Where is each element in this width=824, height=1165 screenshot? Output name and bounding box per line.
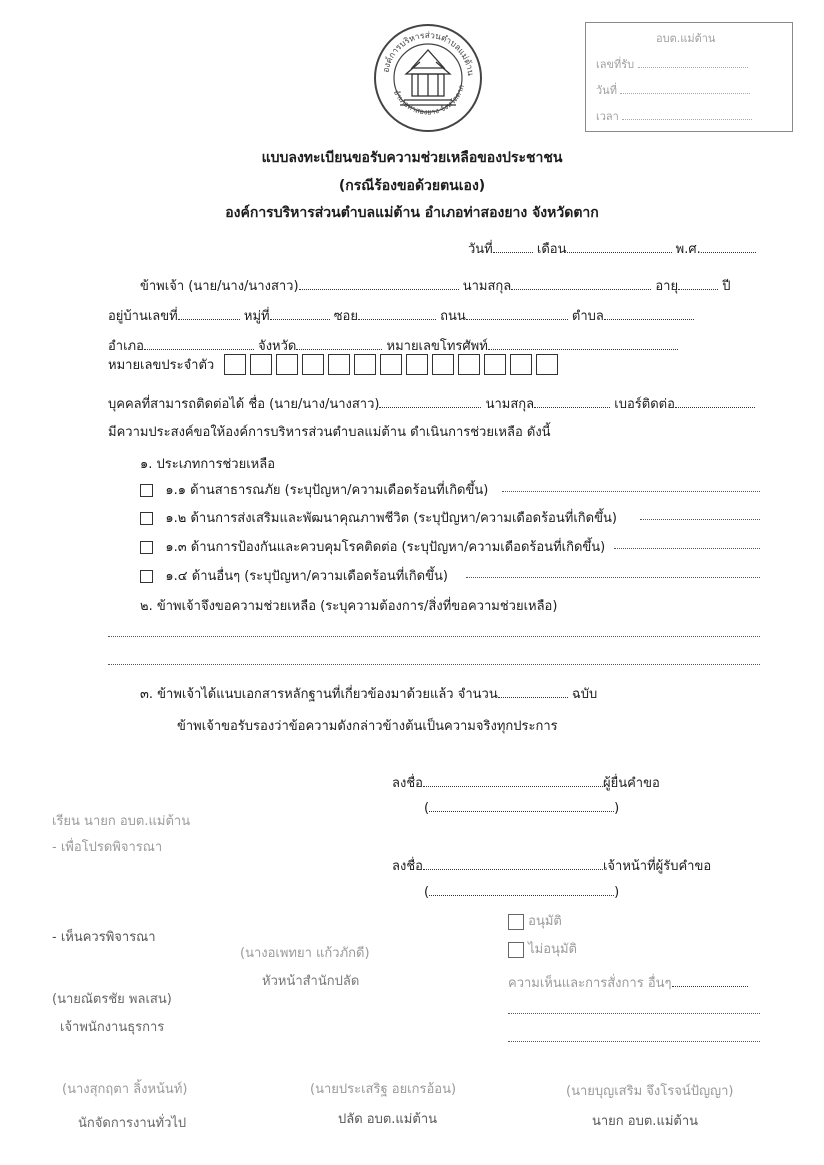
id-digit-box[interactable]	[380, 354, 402, 375]
clerk-title: หัวหน้าสำนักปลัด	[262, 974, 360, 989]
memo-to: เรียน นายก อบต.แม่ต้าน	[52, 814, 191, 829]
memo-recommend: - เห็นควรพิจารณา	[52, 930, 156, 945]
approve-option[interactable]: อนุมัติ	[508, 910, 562, 931]
disapprove-checkbox[interactable]	[508, 942, 524, 958]
id-digit-box[interactable]	[406, 354, 428, 375]
assistance-type-item[interactable]: ๑.๒ ด้านการส่งเสริมและพัฒนาคุณภาพชีวิต (ระบุปัญหา/ความเดือดร้อนที่เกิดขึ้น)	[140, 507, 617, 528]
organization-name: องค์การบริหารส่วนตำบลแม่ต้าน อำเภอท่าสองยาง จังหวัดตาก	[225, 205, 599, 221]
id-digit-box[interactable]	[250, 354, 272, 375]
staff-name: (นายณัตรชัย พลเสน)	[52, 992, 172, 1007]
officer2-title: ปลัด อบต.แม่ต้าน	[338, 1112, 438, 1127]
receipt-stamp	[585, 22, 793, 132]
address-line[interactable]: อยู่บ้านเลขที่ หมู่ที่ ซอย ถนน ตำบล	[108, 305, 694, 326]
id-digit-box[interactable]	[510, 354, 532, 375]
stamp-row: วันที่	[596, 81, 750, 99]
id-number-row[interactable]: หมายเลขประจำตัว	[108, 354, 562, 375]
section2-heading: ๒. ข้าพเจ้าจึงขอความช่วยเหลือ (ระบุความต้องการ/สิ่งที่ขอความช่วยเหลือ)	[140, 599, 558, 614]
form-subtitle: (กรณีร้องขอด้วยตนเอง)	[338, 178, 486, 194]
purpose-text: มีความประสงค์ขอให้องค์การบริหารส่วนตำบลแม่ต้าน ดำเนินการช่วยเหลือ ดังนี้	[108, 425, 551, 440]
id-digit-box[interactable]	[224, 354, 246, 375]
seal-top-text: องค์การบริหารส่วนตำบลแม่ต้าน	[381, 30, 475, 77]
organization-seal	[372, 22, 484, 138]
applicant-name-line[interactable]: ข้าพเจ้า (นาย/นาง/นางสาว) นามสกุล อายุ ปี	[140, 279, 731, 294]
id-digit-box[interactable]	[536, 354, 558, 375]
opinion-detail-line[interactable]	[508, 1041, 760, 1042]
checkbox[interactable]	[140, 484, 153, 497]
section3-line[interactable]: ๓. ข้าพเจ้าได้แนบเอกสารหลักฐานที่เกี่ยวข้องมาด้วยแล้ว จำนวน ฉบับ	[140, 687, 598, 702]
id-digit-box[interactable]	[458, 354, 480, 375]
officer3-name: (นายบุญเสริม จึงโรจน์ปัญญา)	[566, 1084, 734, 1099]
stamp-row: เลขที่รับ	[596, 55, 748, 73]
officer1-title: นักจัดการงานทั่วไป	[78, 1116, 187, 1131]
id-digit-box[interactable]	[302, 354, 324, 375]
disapprove-option[interactable]: ไม่อนุมัติ	[508, 938, 577, 959]
seal-bottom-text: อำเภอท่าสองยาง จังหวัดตาก	[391, 83, 467, 117]
officer-name-parens[interactable]: ( )	[424, 885, 620, 900]
opinion-detail-line[interactable]	[508, 1013, 760, 1014]
checkbox[interactable]	[140, 541, 153, 554]
form-title: แบบลงทะเบียนขอรับความช่วยเหลือของประชาชน	[261, 150, 563, 166]
contact-person-line[interactable]: บุคคลที่สามารถติดต่อได้ ชื่อ (นาย/นาง/นางสาว) นามสกุล เบอร์ติดต่อ	[108, 393, 755, 414]
id-digit-box[interactable]	[328, 354, 350, 375]
assistance-type-item[interactable]: ๑.๓ ด้านการป้องกันและควบคุมโรคติดต่อ (ระบุปัญหา/ความเดือดร้อนที่เกิดขึ้น)	[140, 536, 605, 557]
approve-checkbox[interactable]	[508, 914, 524, 930]
memo-consider: - เพื่อโปรดพิจารณา	[52, 840, 163, 855]
officer3-title: นายก อบต.แม่ต้าน	[592, 1114, 699, 1129]
district-line[interactable]: อำเภอ จังหวัด หมายเลขโทรศัพท์	[108, 335, 678, 356]
date-line[interactable]: วันที่ เดือน พ.ศ.	[468, 238, 756, 259]
assistance-type-item[interactable]: ๑.๑ ด้านสาธารณภัย (ระบุปัญหา/ความเดือดร้อนที่เกิดขึ้น)	[140, 479, 488, 500]
applicant-name-parens[interactable]: ( )	[424, 801, 620, 816]
officer-signature-line[interactable]: ลงชื่อ เจ้าหน้าที่ผู้รับคำขอ	[392, 859, 712, 874]
officer1-name: (นางสุกฤตา ลิ้งหน้นท์)	[62, 1082, 188, 1097]
certification-text: ข้าพเจ้าขอรับรองว่าข้อความดังกล่าวข้างต้นเป็นความจริงทุกประการ	[177, 719, 558, 734]
request-detail-line[interactable]	[108, 636, 760, 637]
section1-heading: ๑. ประเภทการช่วยเหลือ	[140, 457, 275, 472]
applicant-signature-line[interactable]: ลงชื่อ ผู้ยื่นคำขอ	[392, 776, 660, 791]
checkbox[interactable]	[140, 570, 153, 583]
id-digit-box[interactable]	[354, 354, 376, 375]
stamp-row: เวลา	[596, 107, 752, 125]
id-digit-box[interactable]	[276, 354, 298, 375]
staff-title: เจ้าพนักงานธุรการ	[60, 1020, 165, 1035]
assistance-type-item[interactable]: ๑.๔ ด้านอื่นๆ (ระบุปัญหา/ความเดือดร้อนที่เกิดขึ้น)	[140, 565, 448, 586]
stamp-office: อบต.แม่ต้าน	[656, 32, 716, 45]
request-detail-line[interactable]	[108, 664, 760, 665]
clerk-name: (นางอเพทยา แก้วภักดี)	[240, 946, 370, 961]
officer2-name: (นายประเสริฐ อยเกรอ้อน)	[310, 1082, 457, 1097]
opinion-line[interactable]: ความเห็นและการสั่งการ อื่นๆ	[508, 972, 748, 993]
pavilion-icon	[400, 50, 456, 105]
id-digit-box[interactable]	[432, 354, 454, 375]
id-digit-box[interactable]	[484, 354, 506, 375]
checkbox[interactable]	[140, 512, 153, 525]
